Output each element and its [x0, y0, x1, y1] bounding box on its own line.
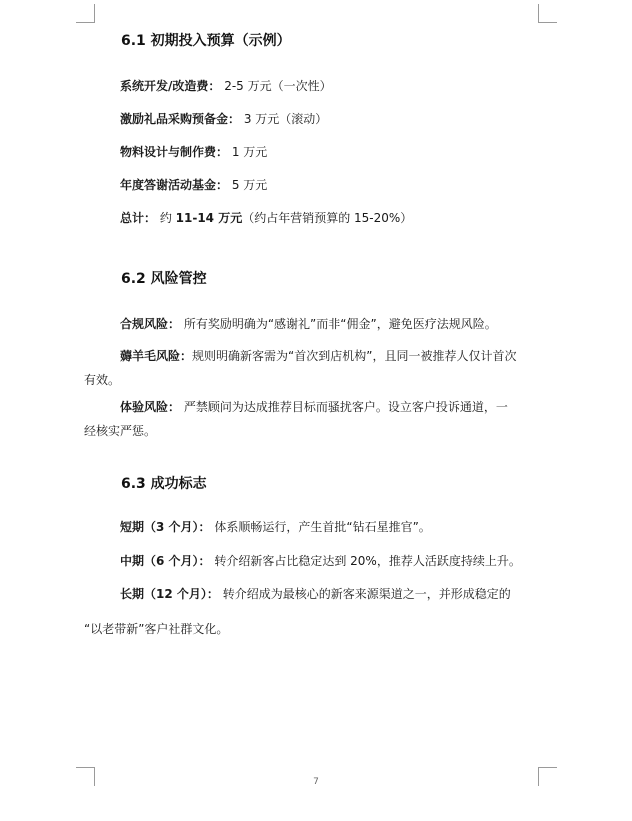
section-heading-6-2: 6.2 风险管控: [121, 271, 207, 287]
item-text: 5 万元: [228, 178, 268, 192]
item-label: 系统开发/改造费：: [120, 79, 221, 93]
item-label: 年度答谢活动基金：: [120, 178, 229, 192]
risk-freeloading: [120, 347, 516, 364]
section-heading-6-1: 6.1 初期投入预算（示例）: [121, 33, 291, 49]
budget-item-system-dev: [120, 77, 332, 94]
risk-freeloading-continued: 有效。: [84, 373, 121, 387]
milestone-long-term-continued: “以老带新”客户社群文化。: [84, 622, 229, 636]
item-text: 1 万元: [228, 145, 268, 159]
item-text: （约占年营销预算的 15-20%）: [242, 211, 413, 225]
budget-total: [120, 209, 412, 226]
item-text: 2-5 万元（一次性）: [220, 79, 332, 93]
item-text: 所有奖励明确为“感谢礼”而非“佣金”，避免医疗法规风险。: [180, 317, 497, 331]
item-label: 短期（3 个月）：: [120, 520, 211, 534]
item-label: 中期（6 个月）：: [120, 554, 211, 568]
item-pre: 约: [156, 211, 176, 225]
item-label: 薅羊毛风险：: [120, 349, 193, 363]
item-label: 合规风险：: [120, 317, 181, 331]
risk-experience: [120, 398, 508, 415]
page-number: 7: [313, 777, 319, 787]
item-text: 转介绍成为最核心的新客来源渠道之一，并形成稳定的: [218, 587, 511, 601]
item-text: 严禁顾问为达成推荐目标而骚扰客户。设立客户投诉通道，一: [180, 400, 508, 414]
risk-compliance: [120, 315, 497, 332]
budget-item-materials: [120, 143, 267, 160]
item-text: 规则明确新客需为“首次到店机构”，且同一被推荐人仅计首次: [192, 349, 517, 363]
budget-item-annual-event: [120, 176, 267, 193]
item-label: 长期（12 个月）：: [120, 587, 219, 601]
crop-mark-top-left: [76, 4, 95, 23]
total-amount: 11-14 万元: [175, 211, 243, 225]
item-label: 体验风险：: [120, 400, 181, 414]
budget-item-gift-reserve: [120, 110, 327, 127]
item-label: 总计：: [120, 211, 157, 225]
milestone-mid-term: [120, 552, 521, 569]
item-label: 物料设计与制作费：: [120, 145, 229, 159]
section-heading-6-3: 6.3 成功标志: [121, 476, 207, 492]
risk-experience-continued: 经核实严惩。: [84, 424, 157, 438]
milestone-long-term: [120, 585, 511, 602]
crop-mark-top-right: [538, 4, 557, 23]
item-text: 3 万元（滚动）: [240, 112, 328, 126]
item-text: 转介绍新客占比稳定达到 20%，推荐人活跃度持续上升。: [210, 554, 521, 568]
item-label: 激励礼品采购预备金：: [120, 112, 241, 126]
item-text: 体系顺畅运行，产生首批“钻石星推官”。: [210, 520, 431, 534]
milestone-short-term: [120, 518, 431, 535]
